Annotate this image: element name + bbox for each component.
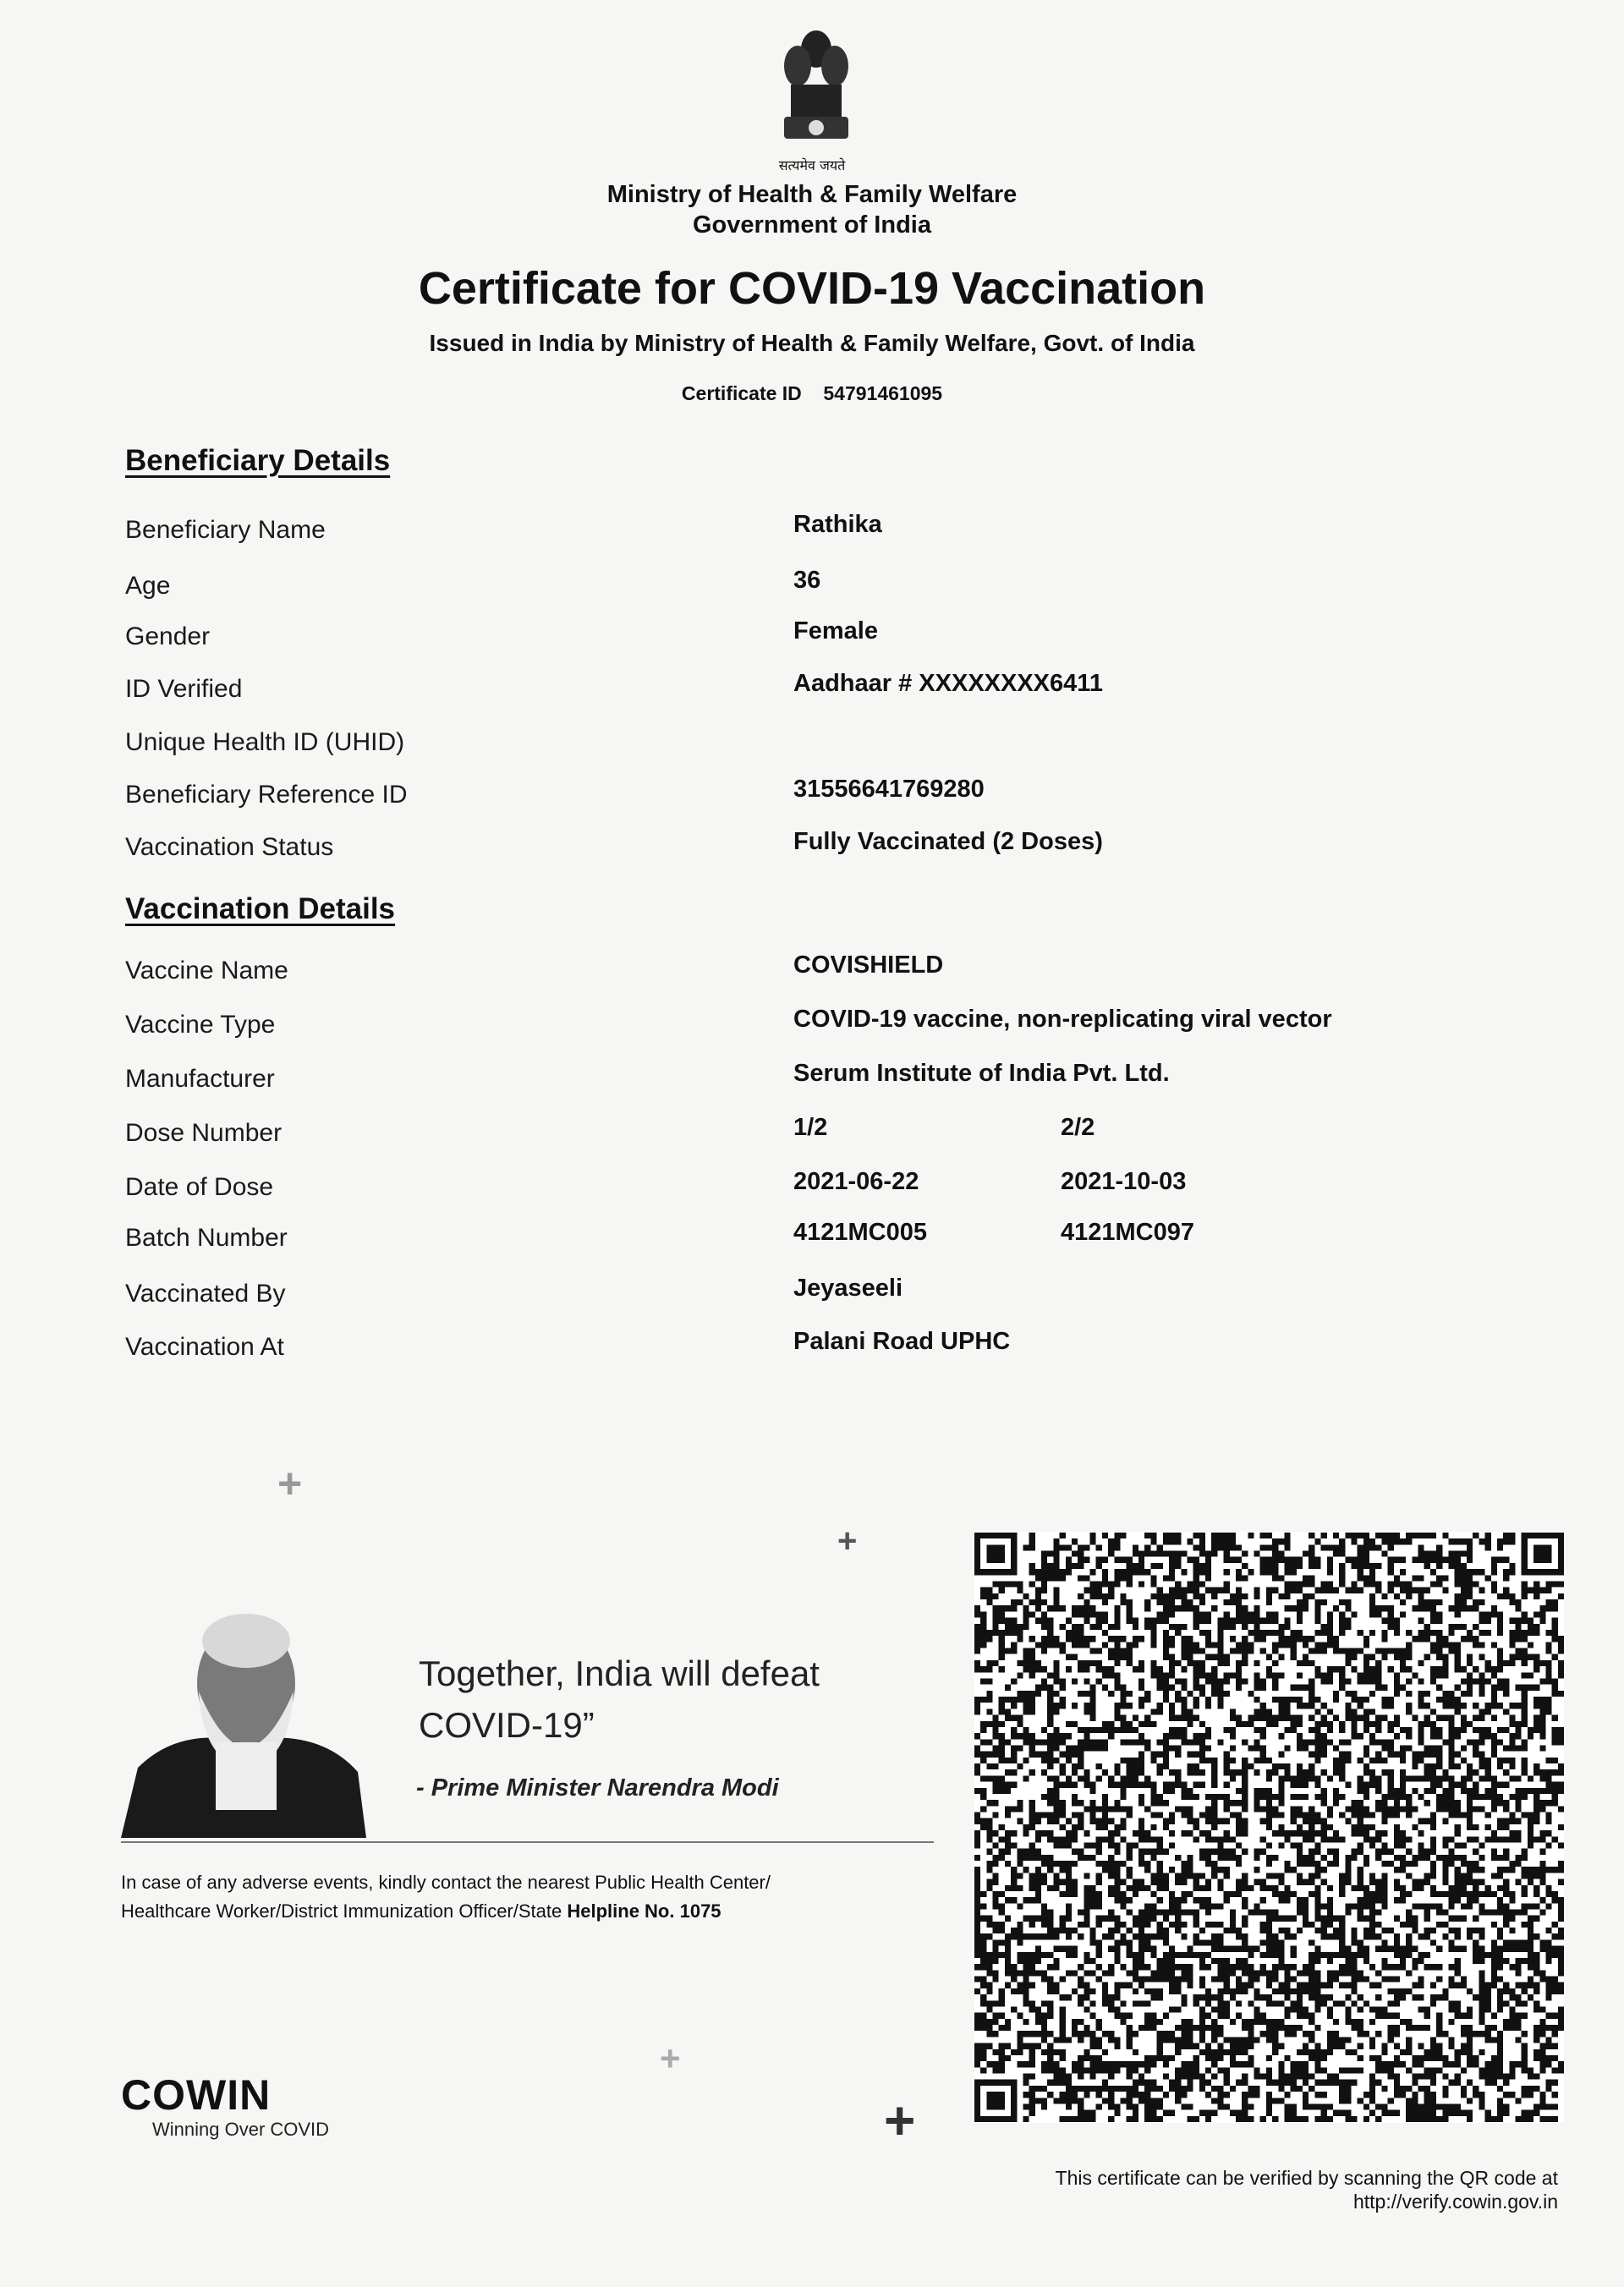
vaccination-field-value-dose2: 2021-10-03 [1061, 1168, 1187, 1195]
vaccination-field-label: Vaccine Type [125, 1011, 276, 1039]
verification-qr-code [974, 1532, 1564, 2123]
vaccination-field-value: Serum Institute of India Pvt. Ltd. [793, 1060, 1170, 1087]
vaccination-field-label: Date of Dose [125, 1173, 274, 1201]
beneficiary-field-value: 31556641769280 [793, 776, 985, 803]
beneficiary-field-label: ID Verified [125, 675, 243, 703]
vaccination-field-value: 2021-06-22 [793, 1168, 919, 1195]
beneficiary-field-value: Fully Vaccinated (2 Doses) [793, 828, 1103, 855]
government-name: Government of India [693, 211, 931, 239]
certificate-id-value: 54791461095 [823, 382, 943, 404]
beneficiary-field-value: Aadhaar # XXXXXXXX6411 [793, 670, 1103, 697]
ministry-name: Ministry of Health & Family Welfare [606, 181, 1018, 208]
plus-decoration-icon: + [837, 1522, 858, 1560]
prime-minister-photo [121, 1590, 366, 1838]
quote-attribution: - Prime Minister Narendra Modi [416, 1774, 779, 1802]
helpline-text: Healthcare Worker/District Immunization Officer/State [121, 1900, 568, 1922]
cowin-tagline: Winning Over COVID [152, 2119, 330, 2140]
helpline-line-2 [121, 1900, 721, 1922]
quote-line-1: Together, India will defeat [419, 1654, 820, 1693]
verify-url: http://verify.cowin.gov.in [1352, 2191, 1558, 2213]
vaccination-field-value: COVISHIELD [793, 952, 944, 979]
beneficiary-field-label: Vaccination Status [125, 833, 334, 861]
vaccination-field-label: Manufacturer [125, 1065, 275, 1093]
quote-line-2: COVID-19” [419, 1705, 595, 1745]
helpline-number: Helpline No. 1075 [567, 1900, 721, 1922]
beneficiary-field-value: Rathika [793, 511, 882, 538]
plus-decoration-icon: + [277, 1460, 303, 1507]
vaccination-field-label: Vaccinated By [125, 1280, 286, 1308]
vaccination-field-label: Vaccine Name [125, 957, 288, 984]
vaccination-field-value: Jeyaseeli [793, 1275, 903, 1302]
vaccination-field-label: Batch Number [125, 1224, 288, 1252]
plus-decoration-icon: + [884, 2090, 916, 2151]
plus-decoration-icon: + [660, 2038, 681, 2078]
vaccination-field-value: 4121MC005 [793, 1219, 927, 1246]
vaccination-field-value-dose2: 4121MC097 [1061, 1219, 1194, 1246]
divider [121, 1841, 934, 1843]
vaccination-heading: Vaccination Details [125, 892, 396, 925]
cowin-logo: COWIN [121, 2071, 272, 2119]
vaccination-field-label: Vaccination At [125, 1333, 284, 1361]
beneficiary-field-label: Gender [125, 622, 211, 650]
emblem-motto: सत्यमेव जयते [778, 157, 846, 173]
beneficiary-field-label: Age [125, 572, 171, 600]
page-title: Certificate for COVID-19 Vaccination [418, 263, 1206, 314]
beneficiary-field-label: Beneficiary Reference ID [125, 781, 408, 809]
national-emblem [774, 24, 859, 159]
certificate-id [0, 382, 1624, 405]
beneficiary-field-value: Female [793, 617, 878, 644]
beneficiary-heading: Beneficiary Details [125, 444, 391, 477]
subtitle: Issued in India by Ministry of Health & Family Welfare, Govt. of India [429, 330, 1195, 356]
beneficiary-field-label: Unique Health ID (UHID) [125, 728, 405, 756]
vaccination-field-value: COVID-19 vaccine, non-replicating viral vector [793, 1006, 1332, 1033]
vaccination-field-label: Dose Number [125, 1119, 283, 1147]
vaccination-field-value: Palani Road UPHC [793, 1328, 1011, 1355]
beneficiary-field-label: Beneficiary Name [125, 516, 326, 544]
helpline-line-1: In case of any adverse events, kindly contact the nearest Public Health Center/ [121, 1872, 771, 1893]
beneficiary-field-value: 36 [793, 567, 821, 594]
verify-line-1: This certificate can be verified by scanning the QR code at [1055, 2167, 1558, 2189]
certificate-id-label: Certificate ID [681, 382, 802, 404]
vaccination-field-value-dose2: 2/2 [1061, 1114, 1095, 1141]
vaccination-field-value: 1/2 [793, 1114, 828, 1141]
